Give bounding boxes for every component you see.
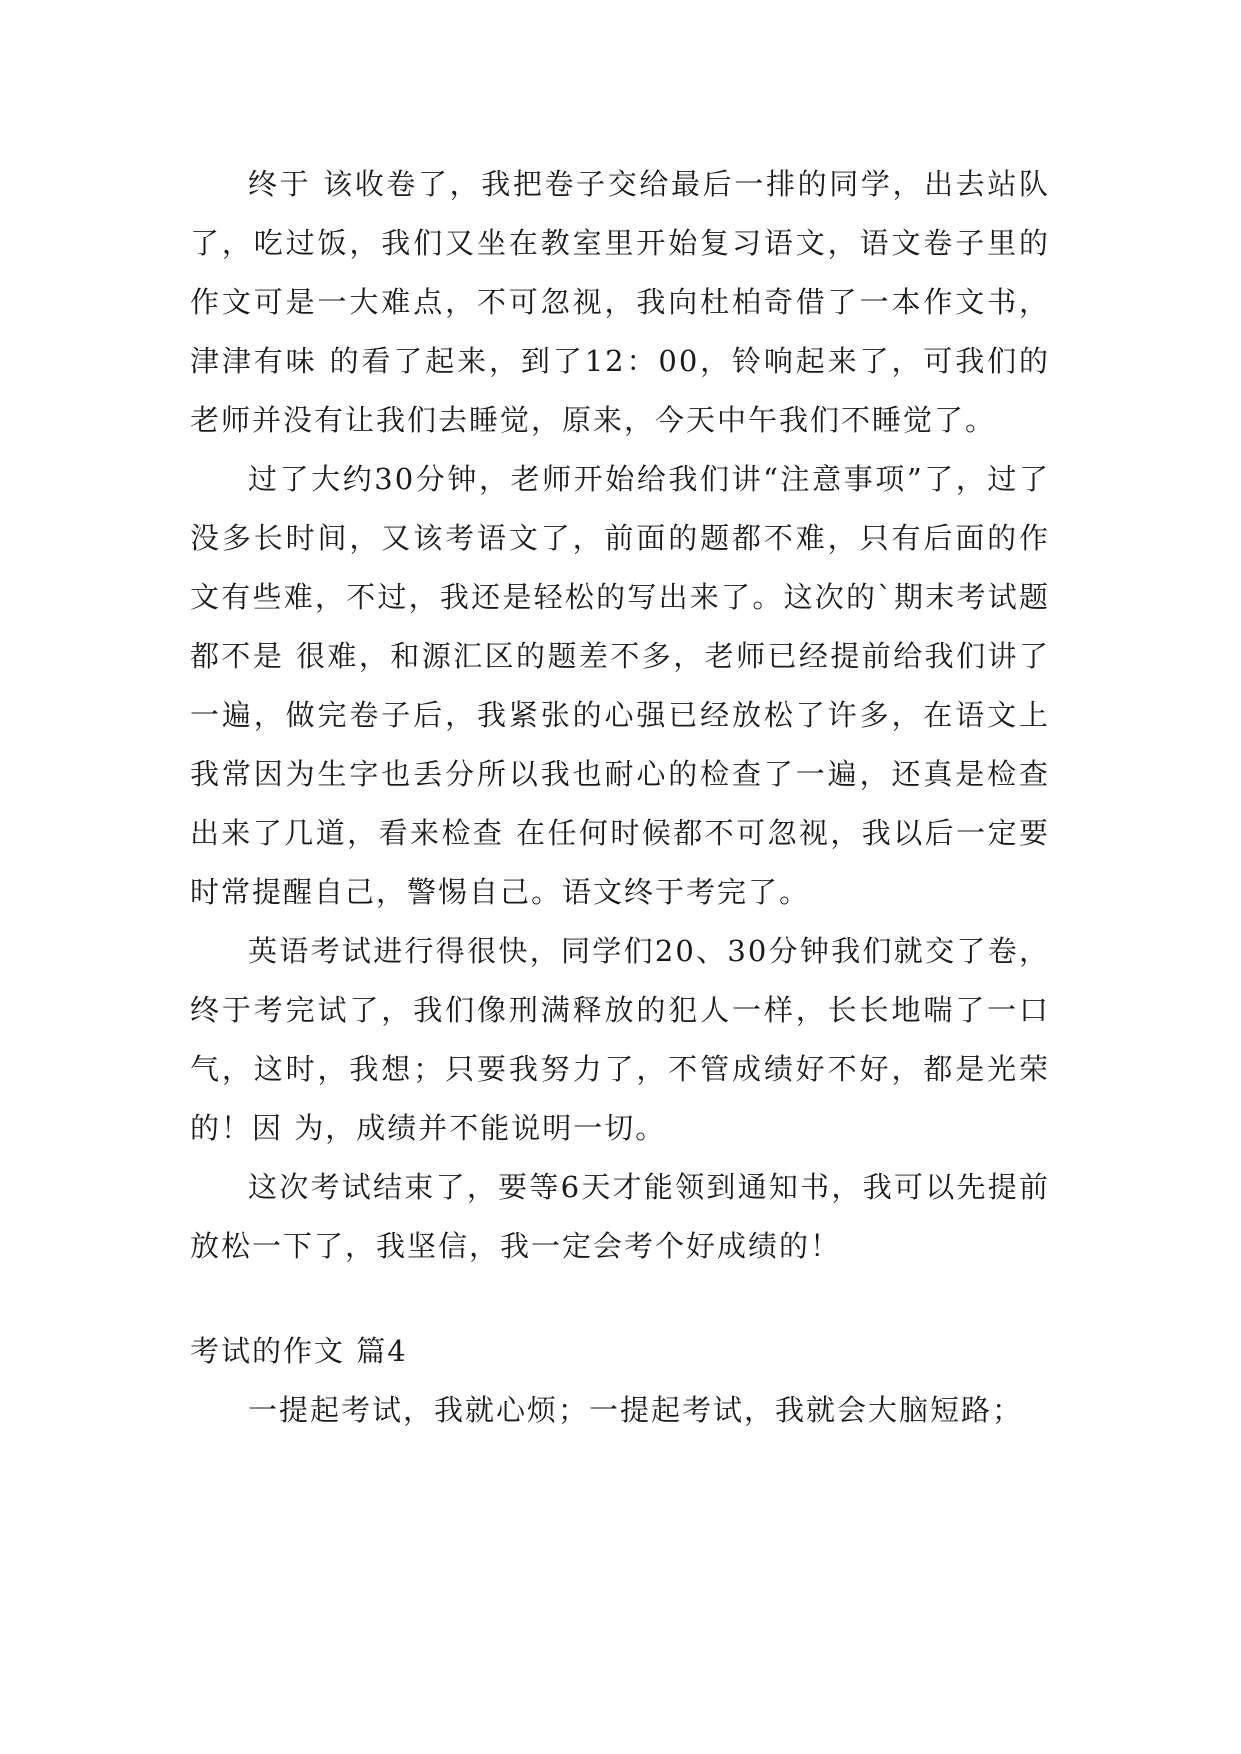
section-heading: 考试的作文 篇4 <box>190 1334 408 1368</box>
body-paragraph-1: 终于 该收卷了，我把卷子交给最后一排的同学，出去站队了，吃过饭，我们又坐在教室里开始复习语文，语文卷子里的作文可是一大难点，不可忽视，我向杜柏奇借了一本作文书，津津有味 的看了起来，到了12：00，铃响起来了，可我们的老师并没有让我们去睡觉，原来，今天中午我们不睡觉了。 <box>190 167 1050 437</box>
body-paragraph-4: 这次考试结束了，要等6天才能领到通知书，我可以先提前放松一下了，我坚信，我一定会考个好成绩的！ <box>190 1170 1050 1263</box>
body-paragraph-2: 过了大约30分钟，老师开始给我们讲“注意事项”了，过了没多长时间，又该考语文了，前面的题都不难，只有后面的作文有些难，不过，我还是轻松的写出来了。这次的`期末考试题都不是 很难，和源汇区的题差不多，老师已经提前给我们讲了一遍，做完卷子后，我紧张的心强已经放松了许多，在语文上我常因为生字也丢分所以我也耐心的检查了一遍，还真是检查出来了几道，看来检查 在任何时候都不可忽视，我以后一定要时常提醒自己，警惕自己。语文终于考完了。 <box>190 462 1050 909</box>
body-paragraph-3: 英语考试进行得很快，同学们20、30分钟我们就交了卷，终于考完试了，我们像刑满释放的犯人一样，长长地喘了一口气，这时，我想；只要我努力了，不管成绩好不好，都是光荣的！因 为，成绩并不能说明一切。 <box>190 934 1050 1145</box>
document-page <box>190 155 1050 1440</box>
body-paragraph-5: 一提起考试，我就心烦；一提起考试，我就会大脑短路； <box>248 1393 1024 1427</box>
